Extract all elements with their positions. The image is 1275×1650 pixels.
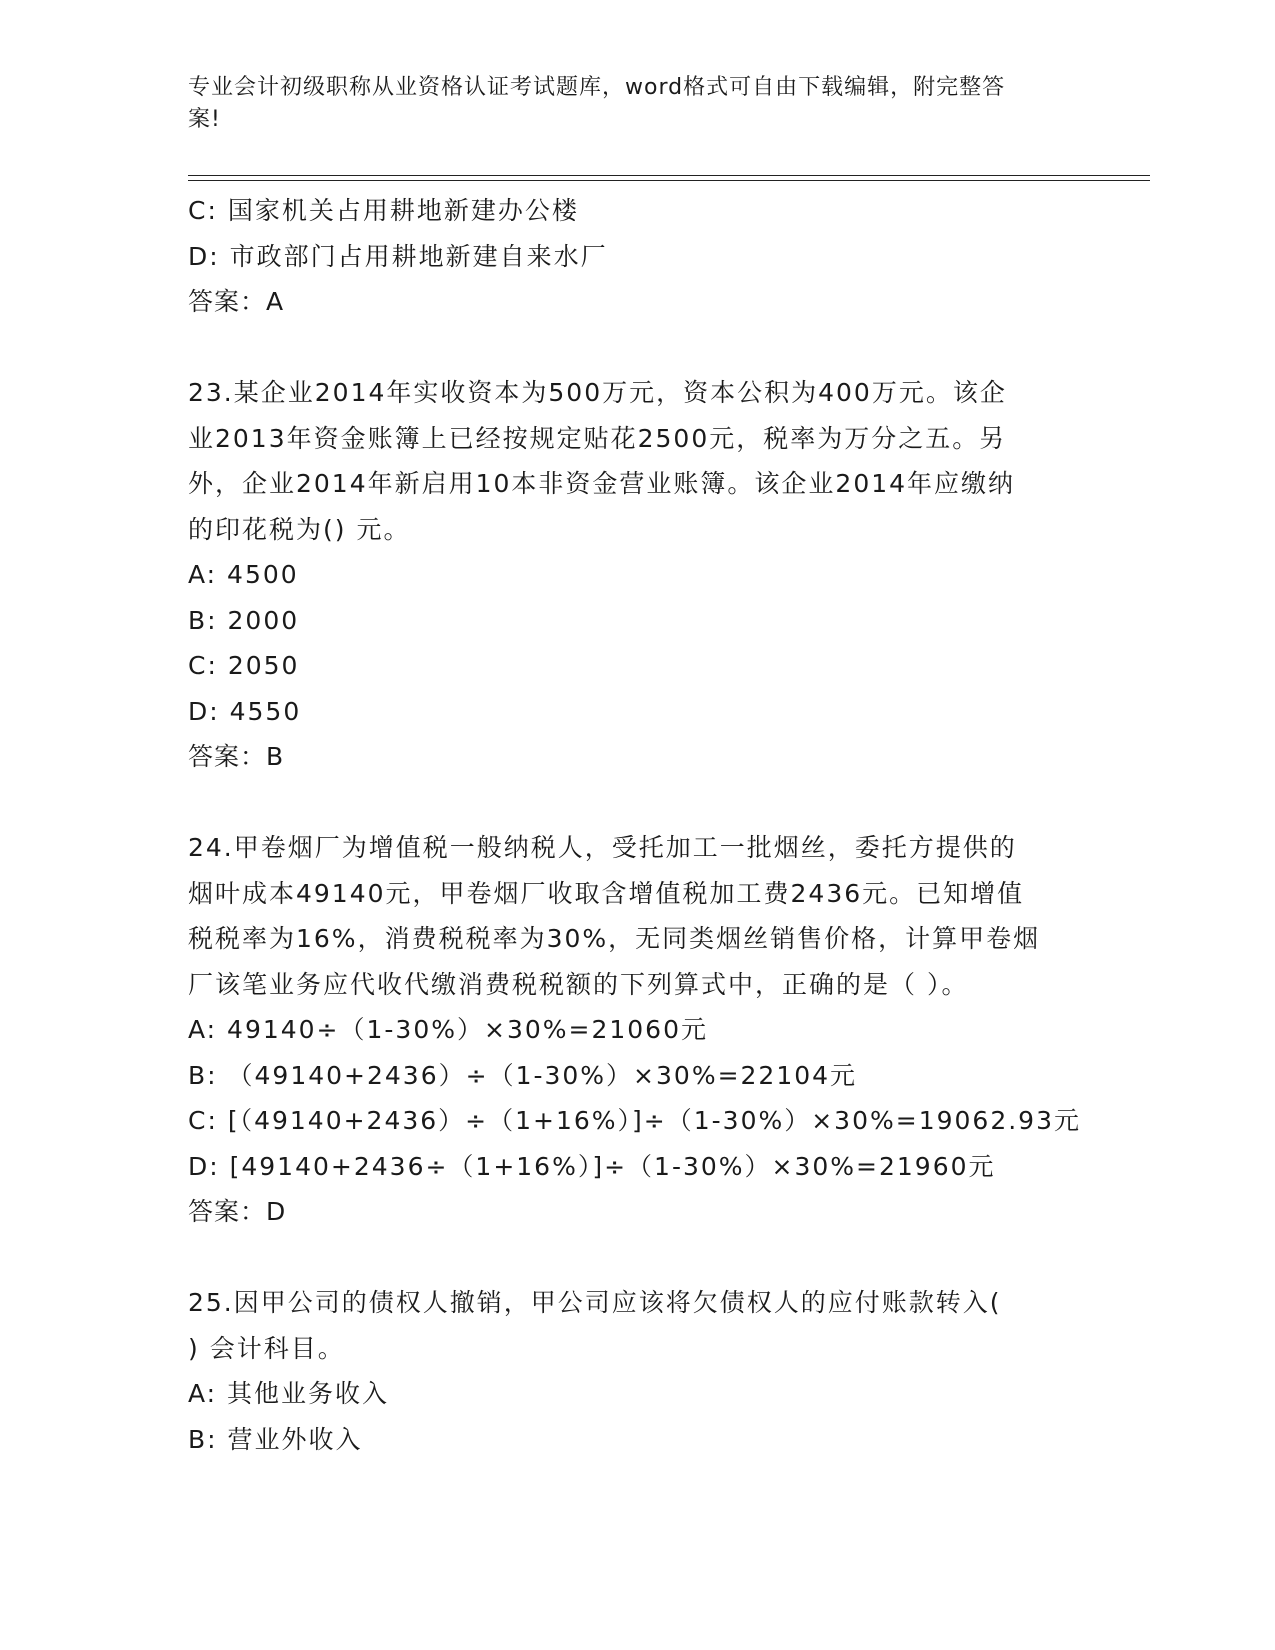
header-line-1: 专业会计初级职称从业资格认证考试题库，word格式可自由下载编辑，附完整答	[188, 75, 1006, 100]
q23-option-a: A: 4500	[188, 560, 299, 589]
q24-stem-line: 烟叶成本49140元，甲卷烟厂收取含增值税加工费2436元。已知增值	[188, 878, 1025, 908]
question-23	[188, 370, 1088, 780]
q23-answer: 答案：B	[188, 742, 285, 771]
document-body	[188, 188, 1088, 1462]
q22-answer: 答案：A	[188, 287, 285, 316]
q25-stem-line: 25.因甲公司的债权人撤销，甲公司应该将欠债权人的应付账款转入(	[188, 1288, 1002, 1317]
spacer	[188, 325, 1088, 371]
q25-option-b: B: 营业外收入	[188, 1424, 363, 1454]
header-divider-top	[188, 175, 1150, 176]
q25-option-a: A: 其他业务收入	[188, 1379, 390, 1408]
q22-option-c: C: 国家机关占用耕地新建办公楼	[188, 196, 579, 225]
question-22-tail	[188, 188, 1088, 325]
q24-stem-line: 税税率为16%，消费税税率为30%，无同类烟丝销售价格，计算甲卷烟	[188, 924, 1041, 953]
q24-option-b: B: （49140+2436）÷（1-30%）×30%=22104元	[188, 1060, 858, 1090]
page-header	[188, 72, 1068, 136]
header-line-2: 案!	[188, 107, 221, 132]
q23-stem-line: 23.某企业2014年实收资本为500万元，资本公积为400万元。该企	[188, 378, 1007, 407]
q25-stem-line: ) 会计科目。	[188, 1333, 345, 1363]
q23-option-b: B: 2000	[188, 605, 300, 635]
question-25	[188, 1280, 1088, 1462]
q23-option-d: D: 4550	[188, 696, 302, 726]
spacer	[188, 1235, 1088, 1281]
q23-stem-line: 的印花税为() 元。	[188, 514, 411, 544]
q23-option-c: C: 2050	[188, 651, 300, 680]
spacer	[188, 780, 1088, 826]
question-24	[188, 825, 1088, 1235]
q23-stem-line: 外，企业2014年新启用10本非资金营业账簿。该企业2014年应缴纳	[188, 469, 1016, 498]
q24-option-a: A: 49140÷（1-30%）×30%=21060元	[188, 1015, 708, 1044]
q23-stem-line: 业2013年资金账簿上已经按规定贴花2500元，税率为万分之五。另	[188, 423, 1007, 453]
q24-answer: 答案：D	[188, 1197, 287, 1226]
header-divider-bottom	[188, 180, 1150, 181]
q24-option-d: D: [49140+2436÷（1+16%）]÷（1-30%）×30%=21960元	[188, 1151, 996, 1181]
q24-stem-line: 24.甲卷烟厂为增值税一般纳税人，受托加工一批烟丝，委托方提供的	[188, 833, 1017, 862]
q24-option-c: C: [（49140+2436）÷（1+16%）]÷（1-30%）×30%=19062.93元	[188, 1106, 1081, 1135]
q22-option-d: D: 市政部门占用耕地新建自来水厂	[188, 241, 608, 271]
q24-stem-line: 厂该笔业务应代收代缴消费税税额的下列算式中，正确的是（ ）。	[188, 969, 969, 999]
